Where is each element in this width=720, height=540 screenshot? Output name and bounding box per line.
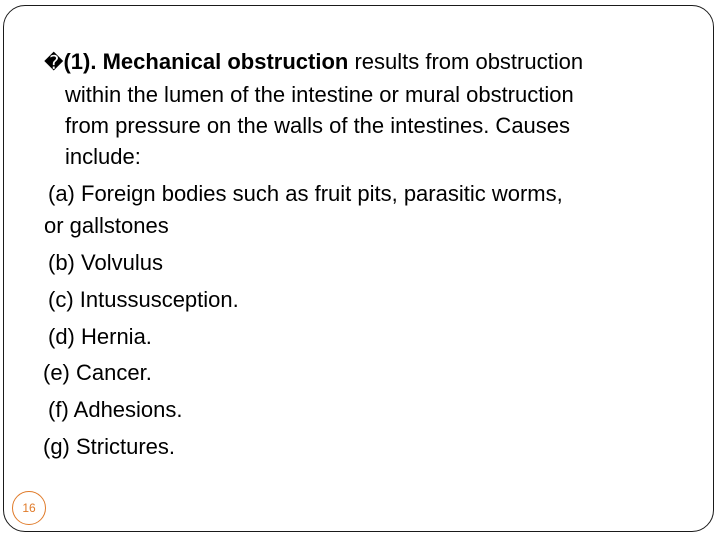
cause-item: (a) Foreign bodies such as fruit pits, parasitic worms,: [48, 181, 563, 206]
cause-item: (e) Cancer.: [43, 360, 152, 385]
cause-item: (f) Adhesions.: [48, 397, 183, 422]
heading-continuation-line: include:: [65, 144, 141, 169]
heading-line: [44, 48, 583, 77]
heading-prefix: (1).: [63, 49, 103, 74]
heading-continuation-line: from pressure on the walls of the intestines. Causes: [65, 113, 571, 138]
cause-item: or gallstones: [44, 213, 169, 238]
cause-item: (d) Hernia.: [48, 324, 152, 349]
heading-rest: results from obstruction: [348, 49, 584, 74]
heading-continuation-line: within the lumen of the intestine or mural obstruction: [65, 82, 574, 107]
cause-item: (c) Intussusception.: [48, 287, 239, 312]
bullet-icon: �: [44, 52, 64, 74]
page-number-badge: [12, 491, 46, 525]
page-number: 16: [22, 501, 36, 515]
heading-bold-term: Mechanical obstruction: [102, 49, 349, 74]
cause-item: (g) Strictures.: [43, 434, 176, 459]
cause-item: (b) Volvulus: [48, 250, 163, 275]
